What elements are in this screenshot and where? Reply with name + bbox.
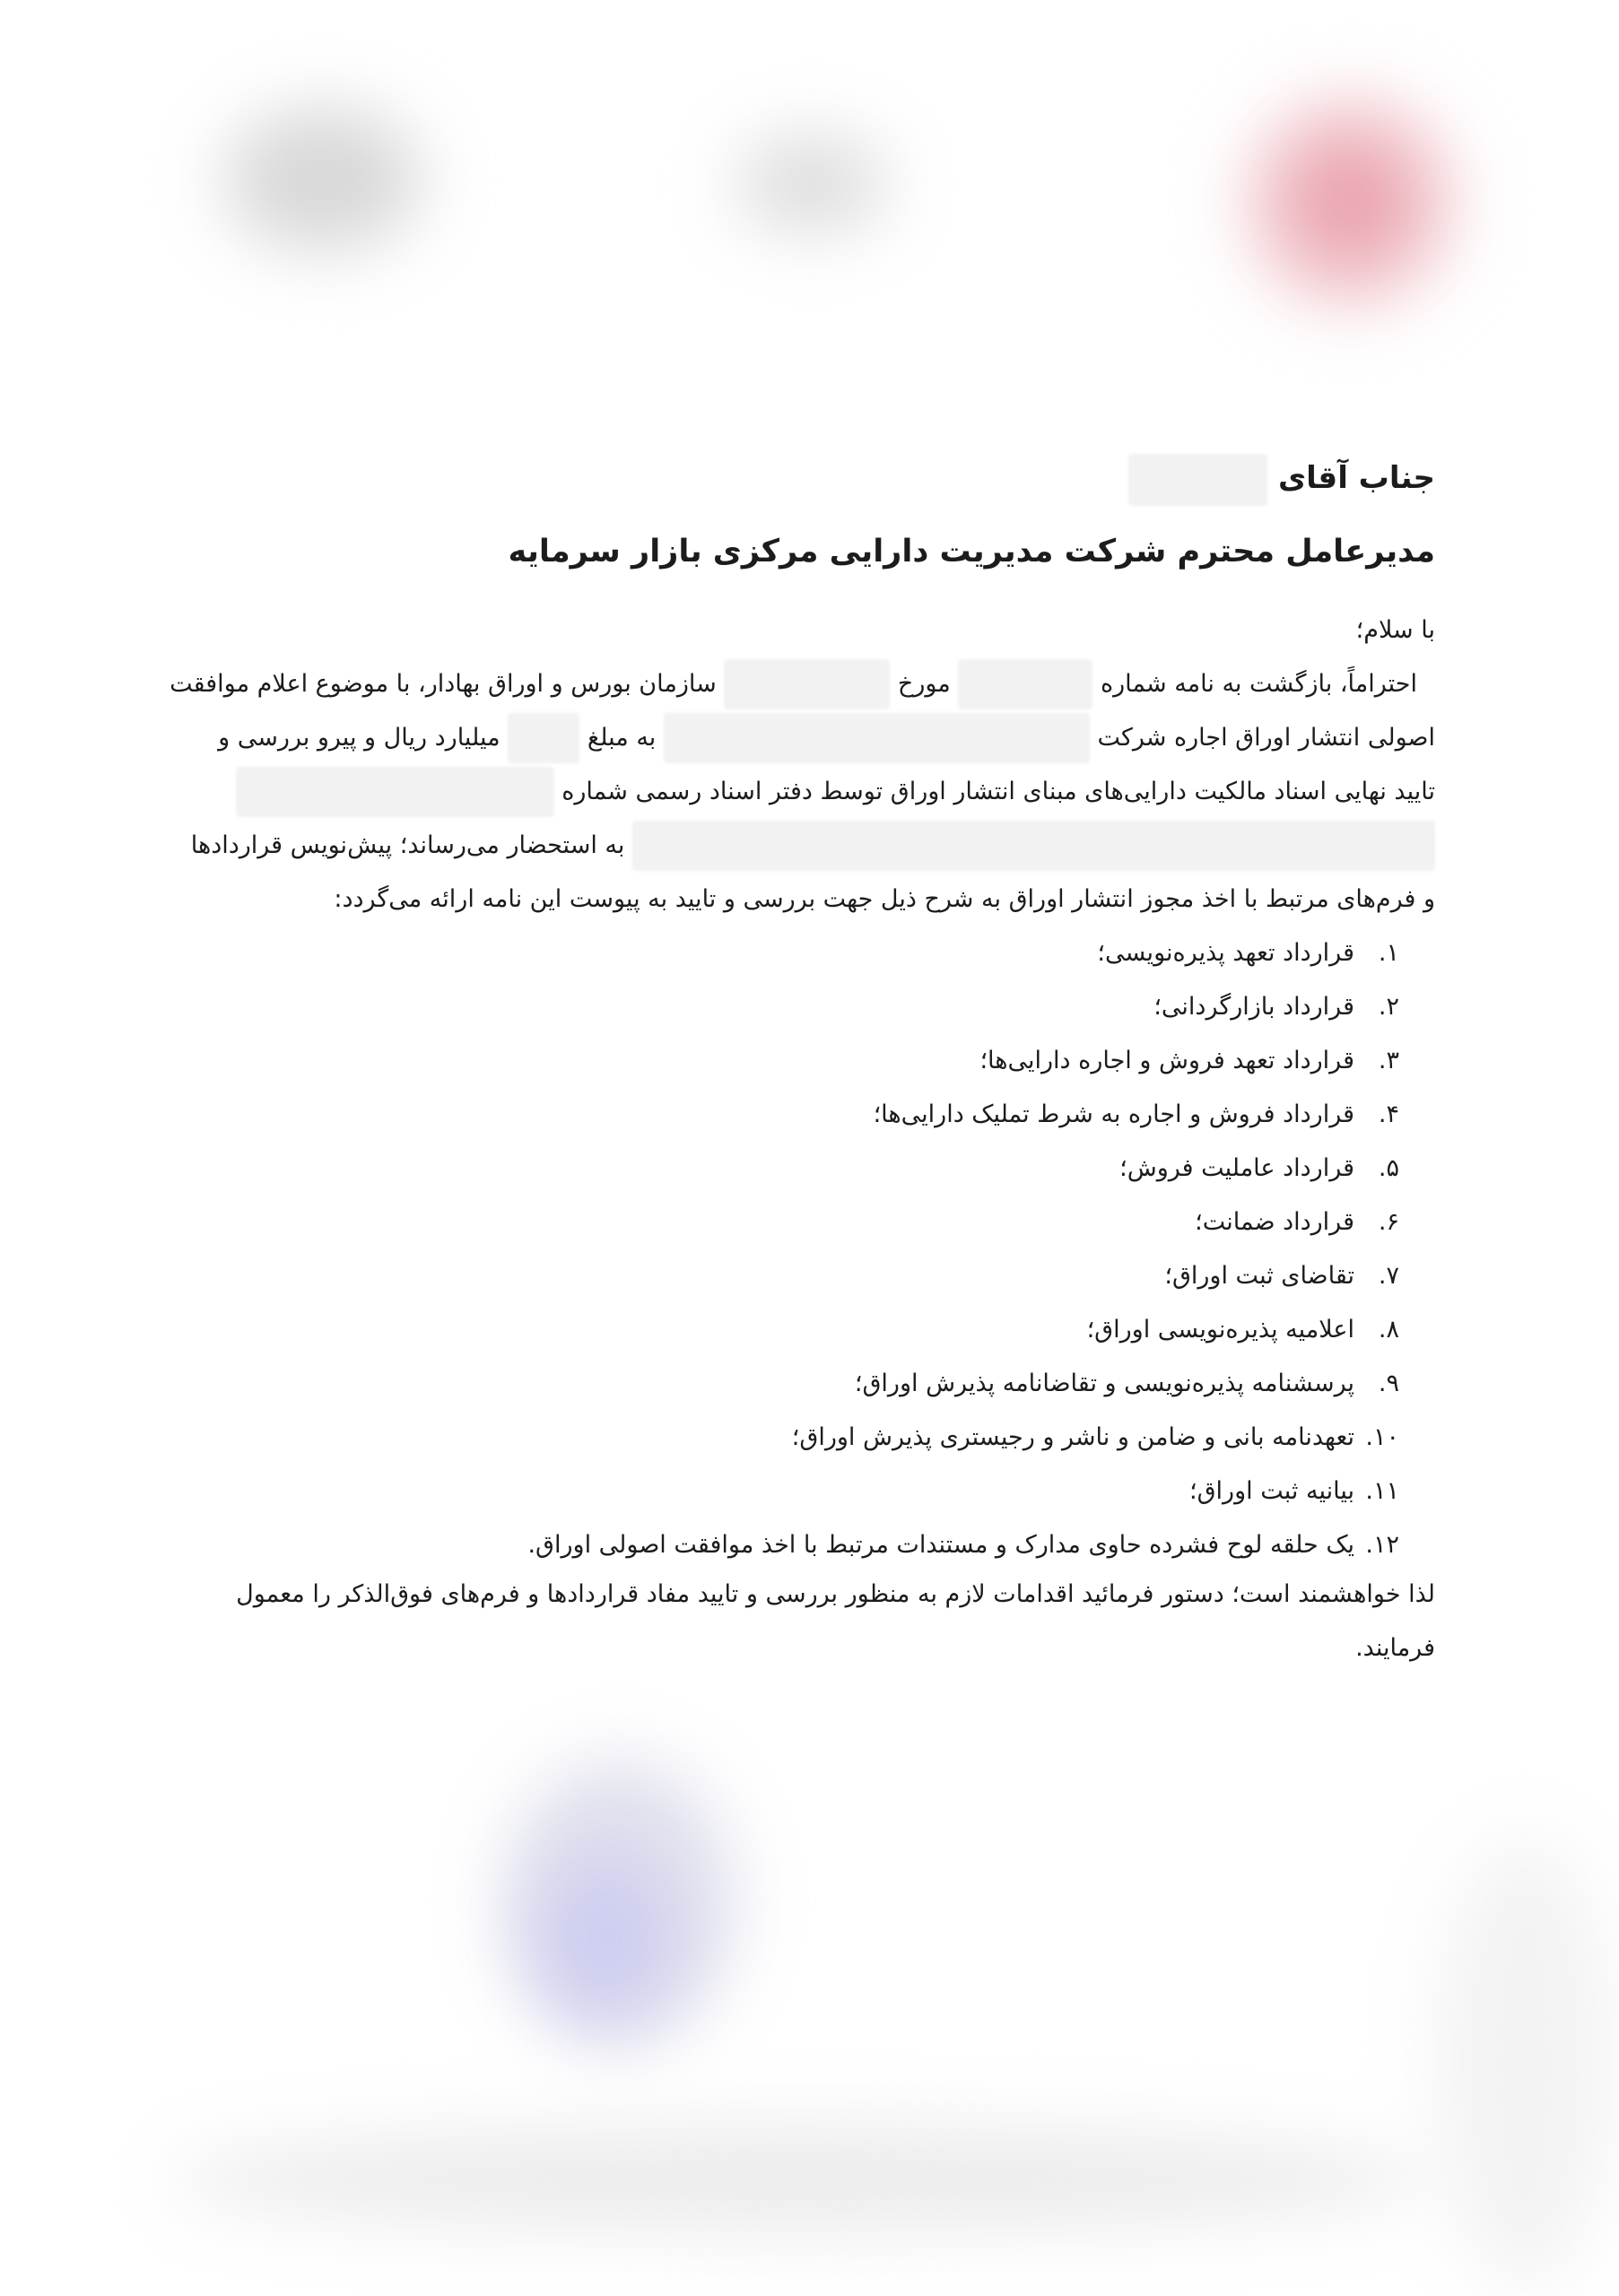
list-item-text: قرارداد تعهد پذیره‌نویسی؛ [1097,939,1354,967]
list-item [1097,928,1399,978]
paragraph-line-1 [170,659,1417,709]
greeting: با سلام؛ [1355,616,1435,644]
redacted-date [724,659,890,709]
list-item [527,1520,1399,1570]
para-text: احتراماً، بازگشت به نامه شماره [1100,670,1417,698]
list-item-number: ۶. [1378,1208,1399,1236]
list-item [979,1036,1399,1086]
list-item [792,1413,1399,1463]
redacted-letter-number [958,659,1092,709]
blurred-edge-right [1435,1839,1615,2287]
salutation-line [1128,439,1435,517]
recipient-title: مدیرعامل محترم شرکت مدیریت دارایی مرکزی بازار سرمایه [508,534,1435,570]
blurred-seal-right-core [1301,152,1399,251]
para-text: اصولی انتشار اوراق اجاره شرکت [1097,724,1435,752]
list-item-number: ۹. [1378,1370,1399,1397]
list-item-text: قرارداد بازارگردانی؛ [1153,993,1354,1021]
list-item-number: ۷. [1378,1262,1399,1290]
list-item-number: ۳. [1378,1047,1399,1074]
list-item [1195,1197,1399,1248]
list-item [874,1090,1399,1140]
list-item-number: ۲. [1378,993,1399,1021]
list-item-text: پرسشنامه پذیره‌نویسی و تقاضانامه پذیرش اوراق؛ [854,1370,1354,1397]
para-text: به استحضار می‌رساند؛ پیش‌نویس قراردادها [190,831,625,859]
blurred-logo-left [224,108,422,251]
paragraph-line-5: و فرم‌های مرتبط با اخذ مجوز انتشار اوراق به شرح ذیل جهت بررسی و تایید به پیوست این نامه ارائه می‌گردد: [334,885,1435,913]
paragraph-line-3 [236,767,1435,817]
redacted-notary-number [236,767,554,817]
list-item-number: ۵. [1378,1154,1399,1182]
blurred-footer [170,2126,1426,2233]
list-item [855,1359,1399,1409]
list-item-text: تقاضای ثبت اوراق؛ [1164,1262,1354,1290]
para-text: به مبلغ [587,724,657,752]
blurred-logo-center [736,135,888,233]
list-item-text: بیانیه ثبت اوراق؛ [1189,1477,1354,1505]
list-item-number: ۸. [1378,1316,1399,1344]
list-item [1087,1305,1399,1355]
paragraph-line-4 [191,821,1435,871]
list-item-text: اعلامیه پذیره‌نویسی اوراق؛ [1086,1316,1354,1344]
salutation: جناب آقای [1278,460,1435,496]
paragraph-line-2 [218,713,1435,763]
list-item [1153,982,1399,1032]
para-text: سازمان بورس و اوراق بهادار، با موضوع اعلام موافقت [170,670,717,698]
para-text: تایید نهایی اسناد مالکیت دارایی‌های مبنای انتشار اوراق توسط دفتر اسناد رسمی شماره [561,778,1435,805]
list-item-number: ۱۲. [1365,1531,1399,1559]
list-item-number: ۱۰. [1365,1423,1399,1451]
list-item-number: ۱۱. [1365,1477,1399,1505]
blurred-stamp-purple [538,1857,673,2018]
para-text: مورخ [897,670,951,698]
list-item-text: تعهدنامه بانی و ضامن و ناشر و رجیستری پذیرش اوراق؛ [791,1423,1354,1451]
redacted-name [1128,454,1267,506]
list-item-text: قرارداد ضمانت؛ [1195,1208,1354,1236]
list-item-number: ۴. [1378,1100,1399,1128]
closing-line-1: لذا خواهشمند است؛ دستور فرمائید اقدامات لازم به منظور بررسی و تایید مفاد قراردادها و فرم‌های فوق‌الذکر را معمول [236,1580,1435,1608]
list-item-text: قرارداد فروش و اجاره به شرط تملیک دارایی‌ها؛ [873,1100,1354,1128]
list-item-text: قرارداد تعهد فروش و اجاره دارایی‌ها؛ [979,1047,1354,1074]
redacted-company [664,713,1090,763]
redacted-document-ref [632,821,1435,871]
list-item [1119,1144,1399,1194]
redacted-amount [508,713,579,763]
list-item [1189,1466,1399,1517]
closing-line-2: فرمایند. [1355,1634,1435,1662]
list-item-number: ۱. [1378,939,1399,967]
para-text: میلیارد ریال و پیرو بررسی و [218,724,500,752]
list-item-text: قرارداد عاملیت فروش؛ [1119,1154,1354,1182]
list-item-text: یک حلقه لوح فشرده حاوی مدارک و مستندات مرتبط با اخذ موافقت اصولی اوراق. [527,1531,1354,1559]
list-item [1164,1251,1399,1301]
